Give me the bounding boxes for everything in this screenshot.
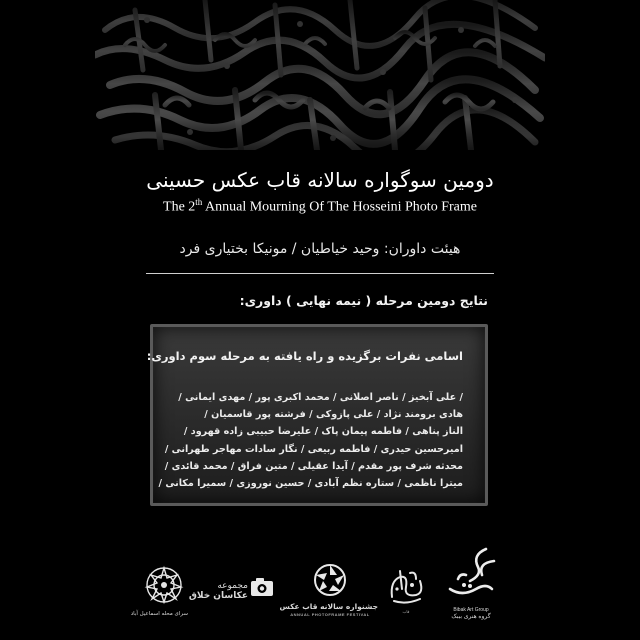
logo-bibak-art-group bbox=[442, 545, 500, 620]
names-box bbox=[146, 324, 488, 506]
logo-creative-photographers bbox=[188, 581, 270, 601]
rosette-logo-icon bbox=[140, 565, 188, 605]
results-title: نتایج دومین مرحله ( نیمه نهایی ) داوری: bbox=[239, 293, 488, 308]
title-english-prefix: The 2 bbox=[163, 199, 196, 215]
names-line: امیرحسین حیدری / فاطمه ربیعی / نگار سادات مهاجر طهرانی / bbox=[164, 443, 463, 455]
festival-caption: جشنواره سالانه قاب عکس bbox=[279, 602, 378, 611]
title-english bbox=[0, 197, 640, 216]
logo-neighborhood-caption: سرای محله اسماعیل آباد bbox=[130, 611, 188, 617]
names-line: میترا ناظمی / ستاره نظم آبادی / حسین نوروزی / سمیرا مکانی / bbox=[158, 477, 463, 489]
akkasan-caption-2: عکاسان خلاق bbox=[188, 591, 248, 601]
jury-line: هیئت داوران: وحید خیاطیان / مونیکا بختیاری فرد bbox=[179, 241, 461, 257]
title-english-suffix: Annual Mourning Of The Hosseini Photo Frame bbox=[202, 199, 477, 215]
bibak-logo-icon bbox=[442, 545, 500, 603]
bibak-caption-persian: گروه هنری بیبک bbox=[451, 614, 491, 620]
calligraphy-banner bbox=[95, 0, 545, 150]
title-english-superscript: th bbox=[195, 197, 203, 207]
calligraphy-logo-icon bbox=[386, 567, 426, 605]
names-list bbox=[158, 389, 463, 492]
camera-icon bbox=[250, 577, 274, 597]
akkasan-caption-1: مجموعه bbox=[217, 581, 248, 591]
divider bbox=[146, 273, 494, 274]
sponsor-logos bbox=[130, 545, 500, 635]
calligraphy-art bbox=[95, 0, 545, 150]
bibak-caption-english: Bibak Art Group bbox=[453, 607, 489, 613]
names-line: الناز پناهی / فاطمه پیمان پاک / علیرضا حبیبی زاده قهرود / bbox=[183, 426, 463, 438]
aperture-icon bbox=[311, 563, 349, 597]
calli-caption: قاب bbox=[402, 609, 410, 614]
names-line: محدثه شرف پور مقدم / آیدا عقیلی / متین فراق / محمد قائدی / bbox=[164, 460, 463, 472]
title-persian: دومین سوگواره سالانه قاب عکس حسینی bbox=[146, 168, 494, 192]
logo-neighborhood-house bbox=[130, 565, 188, 617]
festival-caption-english: ANNUAL PHOTOFRAME FESTIVAL bbox=[290, 612, 370, 617]
logo-festival bbox=[279, 563, 378, 617]
names-line: / علی آبخیز / ناصر اصلانی / محمد اکبری پور / مهدی ایمانی / bbox=[178, 392, 463, 403]
logo-qab-calligraphy bbox=[386, 567, 426, 614]
names-box-heading: اسامی نفرات برگزیده و راه یافته به مرحله سوم داوری: bbox=[146, 349, 463, 363]
names-line: هادی برومند نژاد / علی پازوکی / فرشته پور قاسمیان / bbox=[204, 409, 463, 421]
